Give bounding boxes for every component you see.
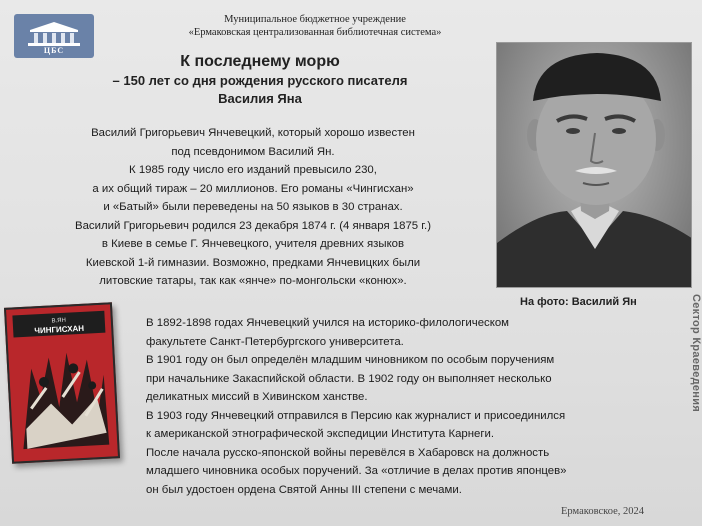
portrait-image — [497, 43, 692, 288]
org-line-2: «Ермаковская централизованная библиотечная система» — [188, 27, 442, 38]
org-line-1: Муниципальное бюджетное учреждение — [224, 14, 406, 25]
body-line: при начальнике Закаспийской области. В 1902 году он выполняет несколько — [146, 372, 552, 385]
intro-line: Киевской 1-й гимназии. Возможно, предками Янчевицких были — [85, 256, 421, 269]
caption-prefix: На фото: — [520, 296, 569, 308]
department-label: Сектор Краеведения — [690, 294, 702, 413]
library-building-icon — [24, 20, 84, 46]
caption-name: Василий Ян — [571, 296, 637, 308]
body-line: младшего чиновника особых поручений. За «отличие в делах против японцев» — [146, 465, 567, 477]
page-subtitle: – 150 лет со дня рождения русского писателя — [112, 73, 408, 88]
book-author: В.ЯН — [51, 317, 67, 325]
intro-paragraph — [8, 124, 498, 291]
body-line: деликатных миссий в Хивинском ханстве. — [146, 391, 368, 403]
body-line: факультете Санкт-Петербургского университета. — [146, 335, 404, 348]
book-cover-art — [6, 304, 118, 461]
body-line: к американской этнографической экспедиции Института Карнеги. — [146, 428, 495, 440]
body-line: После начала русско-японской войны перевёлся в Хабаровск на должность — [146, 446, 550, 459]
book-cover — [4, 302, 120, 463]
biography-paragraph — [146, 314, 691, 499]
body-line: он был удостоен ордена Святой Анны III степени с мечами. — [146, 483, 462, 496]
photo-caption — [520, 296, 637, 308]
logo-abbreviation: ЦБС — [43, 46, 65, 55]
intro-line: и «Батый» были переведены на 50 языков в 30 странах. — [103, 201, 403, 213]
writer-name: Василия Яна — [218, 91, 302, 106]
organization-header — [130, 13, 500, 39]
body-line: В 1892-1898 годах Янчевецкий учился на историко-филологическом — [146, 317, 510, 329]
book-title: ЧИНГИСХАН — [34, 323, 85, 336]
intro-line: Василий Григорьевич Янчевецкий, который хорошо известен — [91, 127, 415, 139]
intro-line: а их общий тираж – 20 миллионов. Его романы «Чингисхан» — [92, 182, 414, 195]
intro-line: в Киеве в семье Г. Янчевецкого, учителя древних языков — [101, 238, 405, 250]
intro-line: Василий Григорьевич родился 23 декабря 1874 г. (4 января 1875 г.) — [74, 219, 432, 232]
portrait-photo — [496, 42, 692, 288]
footer-place-year: Ермаковское, 2024 — [561, 506, 644, 517]
body-line: В 1903 году Янчевецкий отправился в Персию как журналист и присоединился — [146, 409, 566, 422]
title-block — [40, 52, 480, 108]
intro-line: под псевдонимом Василий Ян. — [171, 145, 335, 158]
page-title: К последнему морю — [180, 53, 340, 70]
intro-line: К 1985 году число его изданий превысило 230, — [129, 164, 377, 176]
body-line: В 1901 году он был определён младшим чиновником по особым поручениям — [146, 354, 555, 366]
intro-line: литовские татары, так как «янче» по-монгольски «конюх». — [99, 275, 407, 287]
